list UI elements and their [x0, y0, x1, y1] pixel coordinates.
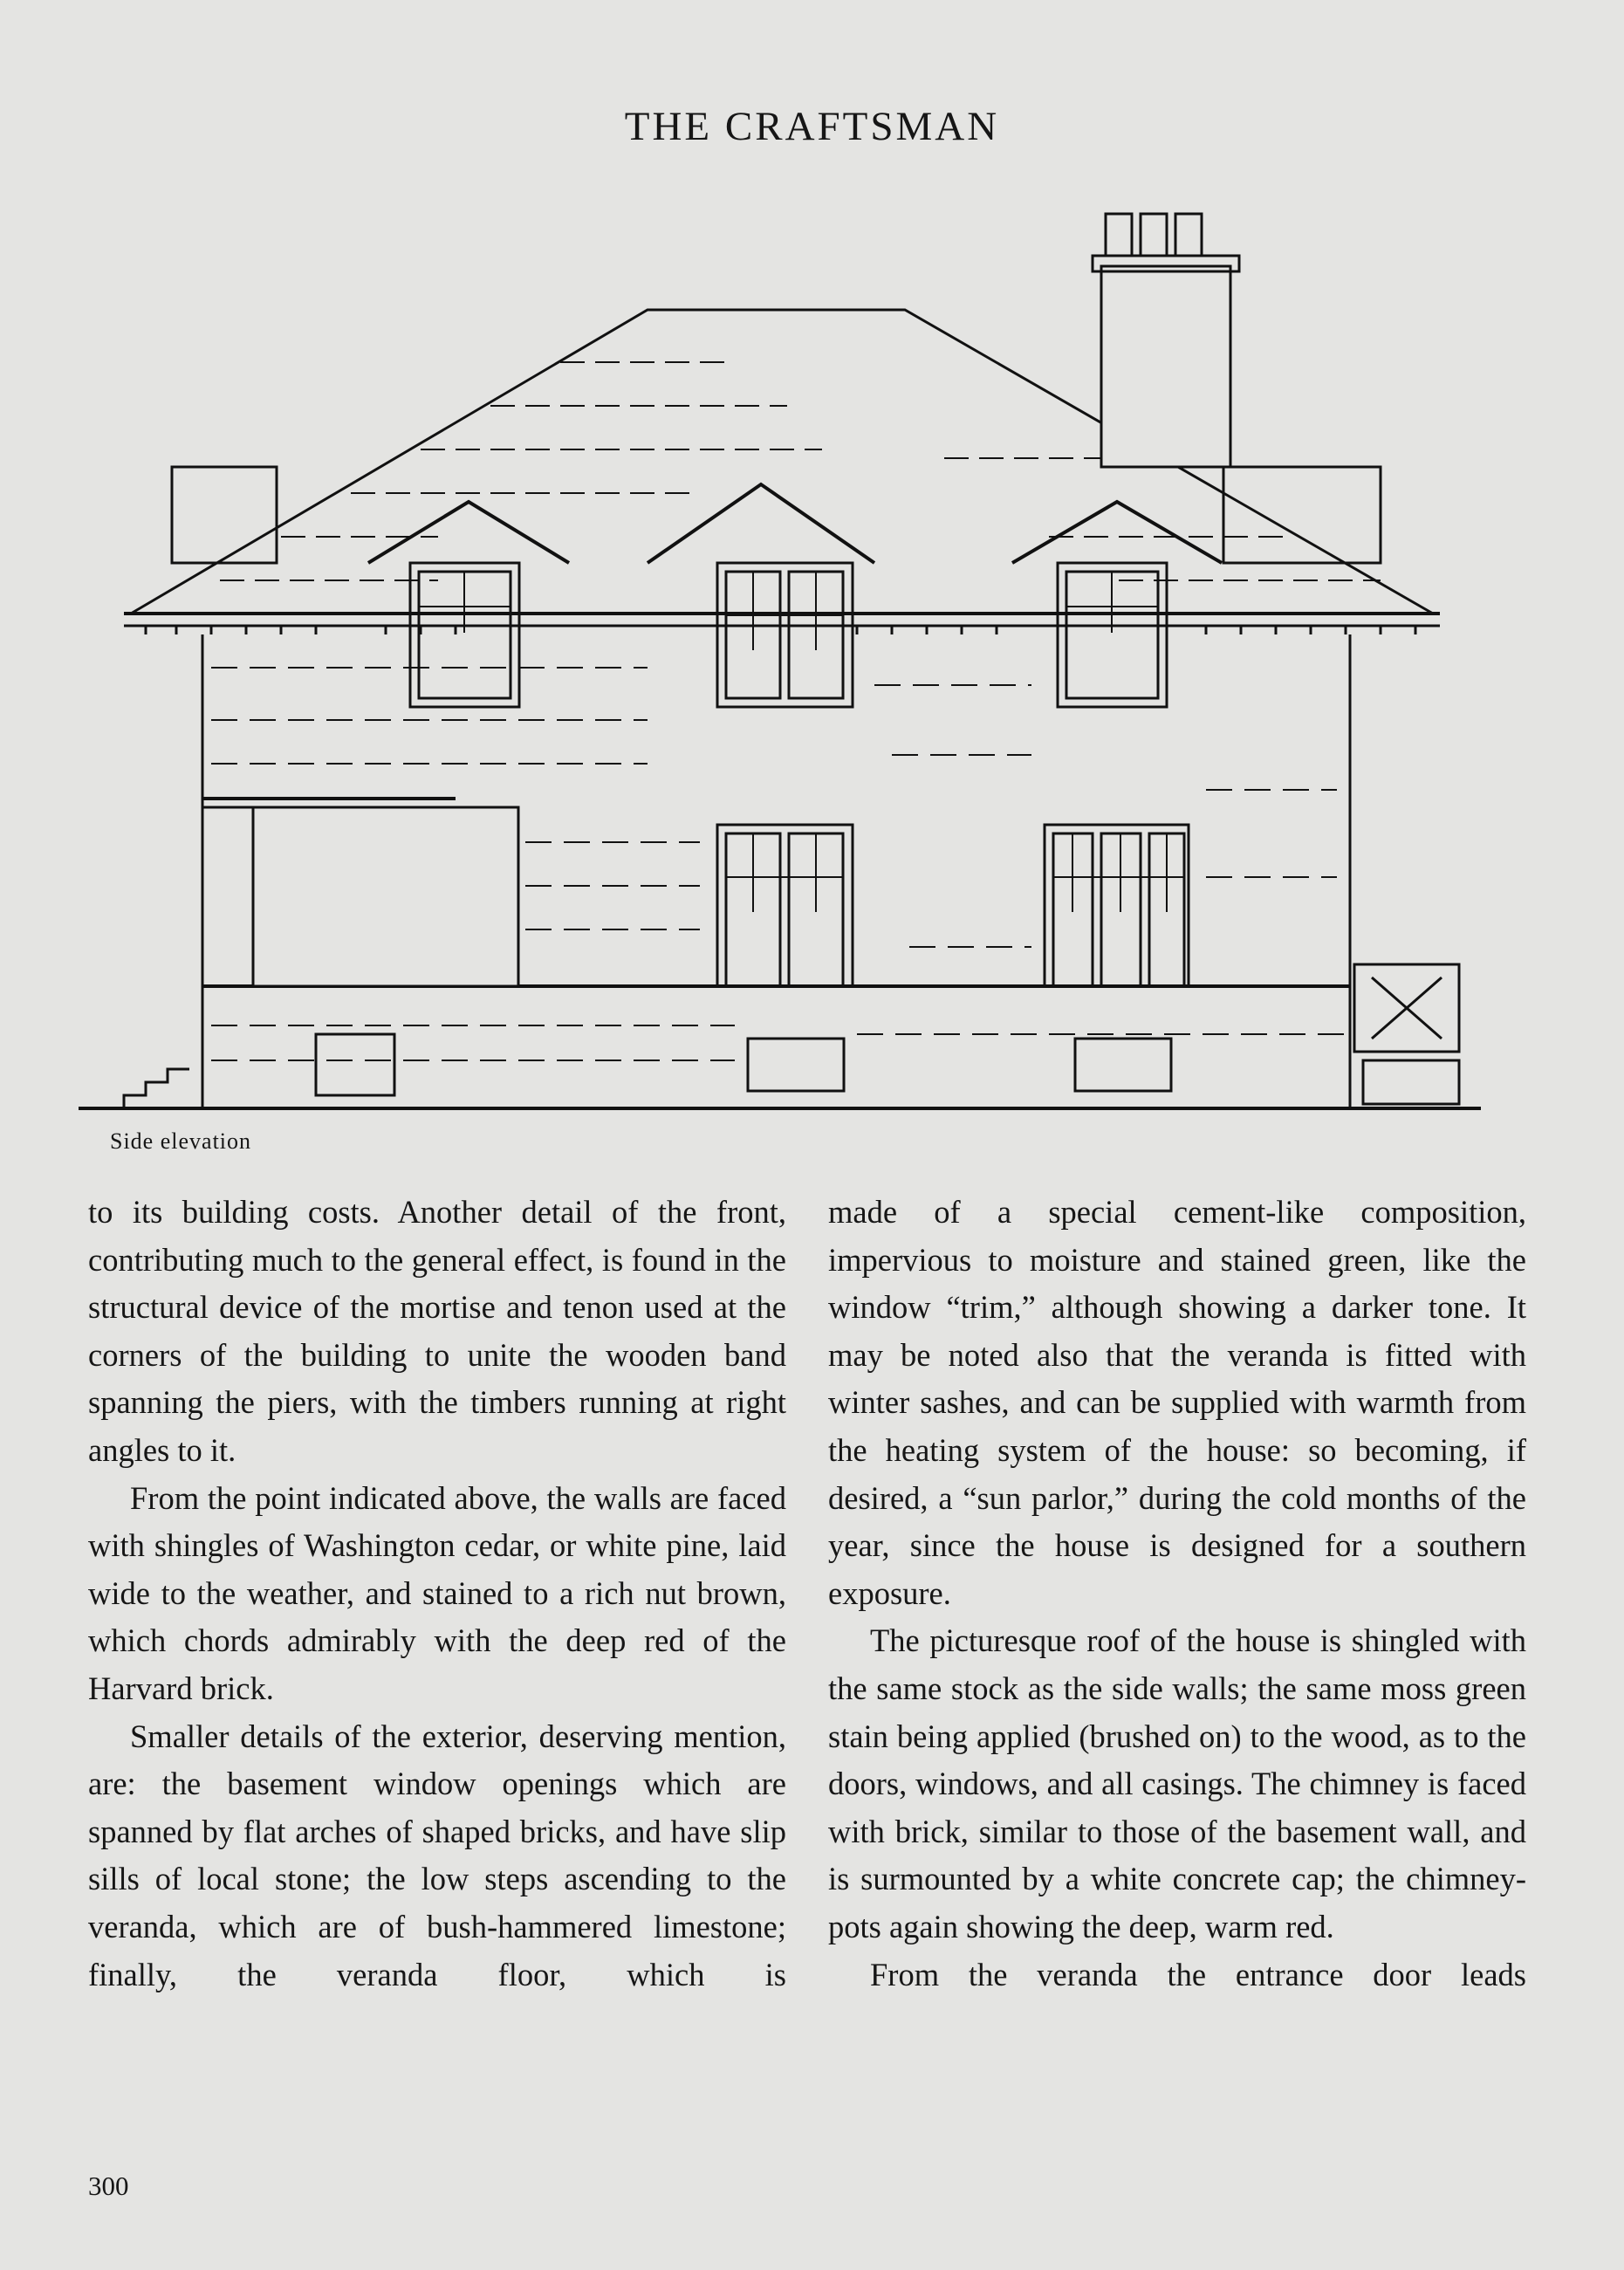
paragraph: made of a special cement-like composition, impervious to moisture and stained green, like the window “trim,” although showing a darker tone. It may be noted also that the veranda is fitted with winter sashes, and can be supplied with warmth from the heating system of the house: so becoming, if desired, a “sun parlor,” during the cold months of the year, since the house is designed for a southern exposure.	[828, 1194, 1526, 1611]
figure-caption: Side elevation	[110, 1128, 252, 1154]
running-header: THE CRAFTSMAN	[624, 104, 1000, 149]
paragraph: to its building costs. Another detail of the front, contributing much to the general effect, is found in the structural device of the mortise and tenon used at the corners of the building to unite the wooden band spanning the piers, with the timbers running at right angles to it.	[88, 1194, 786, 1468]
paragraph: From the point indicated above, the walls are faced with shingles of Washington cedar, or white pine, laid wide to the weather, and stained to a rich nut brown, which chords admirably with the deep red of the Harvard brick.	[88, 1479, 786, 1706]
side-elevation-drawing	[72, 196, 1485, 1121]
page-number: 300	[88, 2171, 129, 2201]
paragraph: Smaller details of the exterior, deserving mention, are: the basement window openings which are spanned by flat arches of shaped bricks, and have slip sills of local stone; the low steps ascending to the veranda, which are of bush-hammered limestone; finally, the veranda floor, which is	[88, 1718, 786, 1992]
left-text-column	[88, 1189, 786, 1999]
paragraph: The picturesque roof of the house is shingled with the same stock as the side walls; the same moss green stain being applied (brushed on) to the wood, as to the doors, windows, and all casings. The chimney is faced with brick, similar to those of the basement wall, and is surmounted by a white concrete cap; the chimney-pots again showing the deep, warm red.	[828, 1622, 1526, 1944]
paragraph: From the veranda the entrance door leads	[870, 1956, 1526, 1992]
right-text-column	[828, 1189, 1526, 1999]
